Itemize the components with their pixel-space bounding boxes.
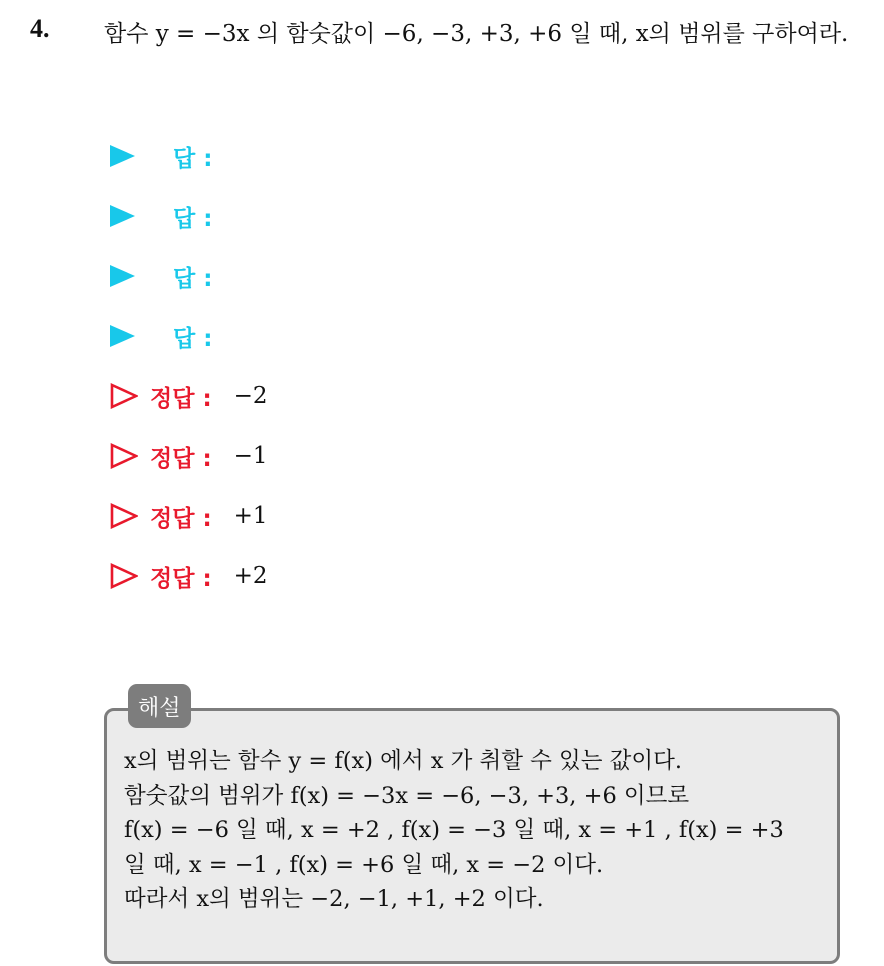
correct-answer-label: 정답 : xyxy=(150,565,212,592)
solution-line: f(x) = −6 일 때, x = +2 , f(x) = −3 일 때, x = +1 , f(x) = +3 xyxy=(124,817,784,843)
solution-line: 따라서 x의 범위는 −2, −1, +1, +2 이다. xyxy=(124,886,544,912)
correct-answer-row xyxy=(110,426,268,486)
solution-line: 함숫값의 범위가 f(x) = −3x = −6, −3, +3, +6 이므로 xyxy=(124,782,690,809)
play-triangle-icon xyxy=(110,205,135,227)
blank-answer-row xyxy=(110,186,268,246)
correct-answer-value: −2 xyxy=(233,383,268,409)
answer-label: 답 : xyxy=(173,265,213,292)
play-triangle-icon xyxy=(110,325,135,347)
question-number: 4. xyxy=(30,14,50,43)
correct-answer-value: −1 xyxy=(233,443,268,469)
correct-answer-row xyxy=(110,546,268,606)
solution-line: 일 때, x = −1 , f(x) = +6 일 때, x = −2 이다. xyxy=(124,851,604,878)
answer-label: 답 : xyxy=(173,205,213,232)
outline-triangle-icon xyxy=(110,443,138,469)
outline-triangle-icon xyxy=(110,383,138,409)
play-triangle-icon xyxy=(110,265,135,287)
correct-answer-label: 정답 : xyxy=(150,385,212,412)
correct-answer-row xyxy=(110,366,268,426)
answer-label: 답 : xyxy=(173,145,213,172)
outline-triangle-icon xyxy=(110,503,138,529)
correct-answer-value: +2 xyxy=(233,563,268,589)
blank-answer-row xyxy=(110,246,268,306)
play-triangle-icon xyxy=(110,145,135,167)
answer-label: 답 : xyxy=(173,325,213,352)
solution-tag: 해설 xyxy=(128,684,191,728)
answer-list xyxy=(110,126,268,606)
solution-line: x의 범위는 함수 y = f(x) 에서 x 가 취할 수 있는 값이다. xyxy=(124,748,682,774)
outline-triangle-icon xyxy=(110,563,138,589)
correct-answer-label: 정답 : xyxy=(150,505,212,532)
correct-answer-value: +1 xyxy=(233,503,268,529)
blank-answer-row xyxy=(110,306,268,366)
question-text: 함수 y = −3x 의 함숫값이 −6, −3, +3, +6 일 때, x의 범위를 구하여라. xyxy=(104,21,849,47)
correct-answer-label: 정답 : xyxy=(150,445,212,472)
blank-answer-row xyxy=(110,126,268,186)
solution-text xyxy=(124,744,836,917)
correct-answer-row xyxy=(110,486,268,546)
